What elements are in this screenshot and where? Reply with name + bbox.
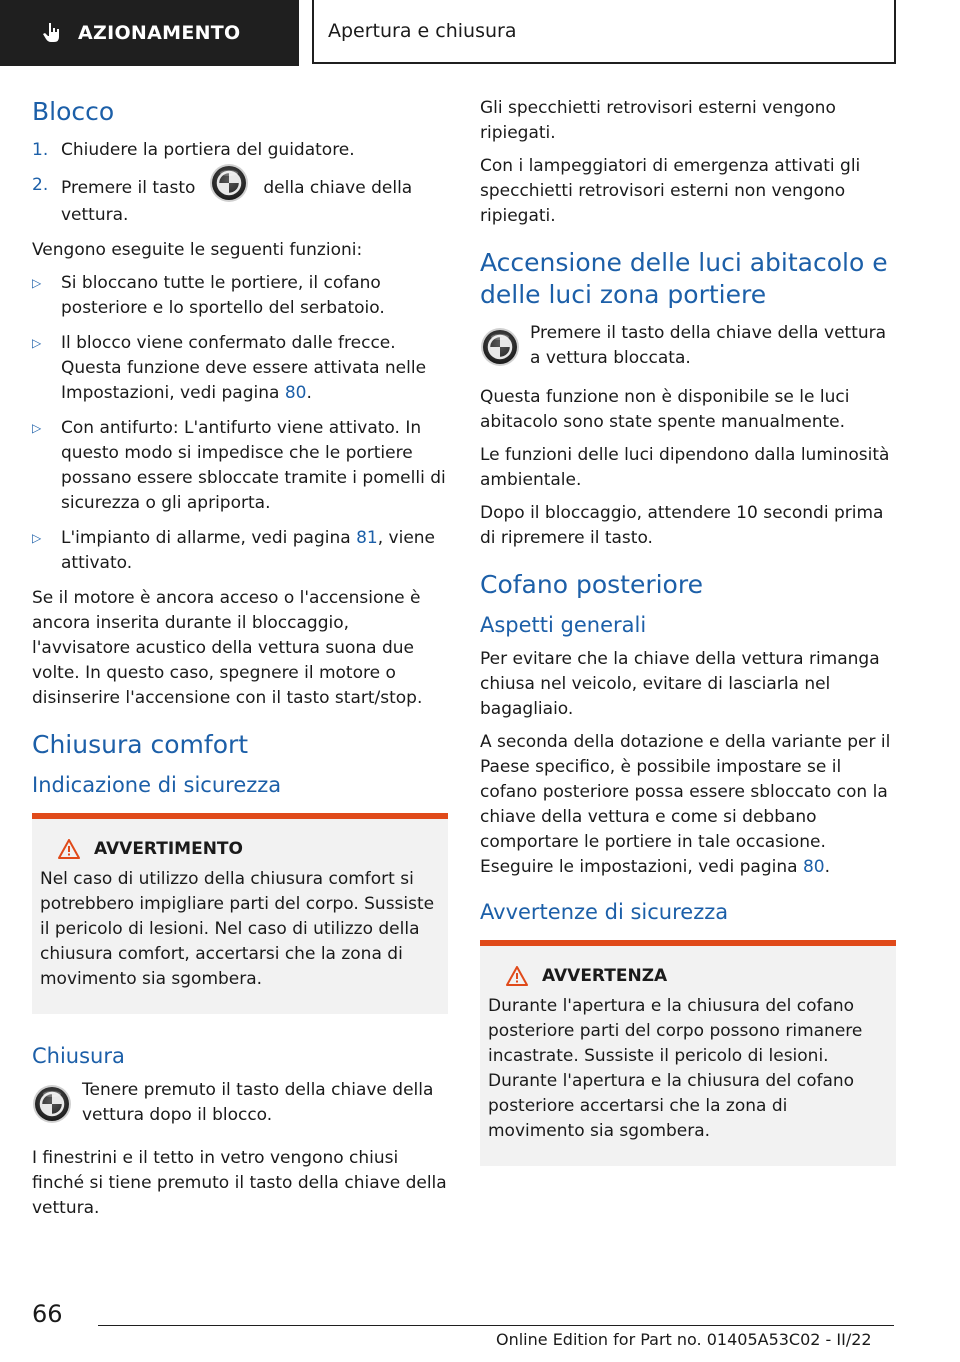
list-item-text: Il blocco viene confermato dalle frecce. Questa funzione deve essere attivata nelle Impostazioni, vedi pagina bbox=[61, 333, 427, 403]
heading-indicazione-sicurezza: Indicazione di sicurezza bbox=[32, 773, 282, 797]
paragraph: Questa funzione non è disponibile se le luci abitacolo sono state spente manualmente. bbox=[480, 387, 850, 432]
warning-triangle-icon bbox=[58, 839, 80, 859]
list-item bbox=[32, 271, 448, 321]
warning-text: Nel caso di utilizzo della chiusura comfort si potrebbero impigliare parti del corpo. Sussiste il pericolo di lesioni. Nel caso di utilizzo della chiusura comfort, accertarsi che la zona di movimento sia sgombera. bbox=[40, 869, 435, 989]
heading-luci: Accensione delle luci abitacolo e delle luci zona portiere bbox=[480, 248, 888, 309]
heading-aspetti-generali: Aspetti generali bbox=[480, 613, 647, 637]
chapter-tab bbox=[312, 0, 896, 64]
key-instruction bbox=[480, 321, 896, 371]
step-number: 1. bbox=[32, 140, 49, 160]
page-link[interactable]: 80 bbox=[802, 857, 825, 877]
right-column bbox=[480, 96, 896, 1194]
list-item-text: , viene attivato. bbox=[61, 528, 436, 573]
paragraph: Per evitare che la chiave della vettura rimanga chiusa nel veicolo, evitare di lasciarla nel bagagliaio. bbox=[480, 649, 880, 719]
paragraph: Le funzioni delle luci dipendono dalla luminosità ambientale. bbox=[480, 445, 890, 490]
list-item bbox=[32, 526, 448, 576]
key-instruction-text: Tenere premuto il tasto della chiave della vettura dopo il blocco. bbox=[82, 1080, 434, 1125]
step-text: Premere il tasto bbox=[61, 178, 196, 198]
list-item-text: L'impianto di allarme, vedi pagina bbox=[61, 528, 351, 548]
triangle-bullet-icon: ▷ bbox=[32, 421, 42, 435]
footer-divider bbox=[98, 1325, 894, 1326]
functions-intro: Vengono eseguite le seguenti funzioni: bbox=[32, 240, 363, 260]
heading-blocco: Blocco bbox=[32, 97, 115, 126]
key-button-icon bbox=[209, 163, 249, 203]
section-tab bbox=[0, 0, 299, 66]
triangle-bullet-icon: ▷ bbox=[32, 276, 42, 290]
list-item-text: Con antifurto: L'antifurto viene attivato. In questo modo si impedisce che le portiere possano essere sbloccate tramite i pomelli di sicurezza o gli apriporta. bbox=[61, 418, 446, 513]
paragraph: I finestrini e il tetto in vetro vengono chiusi finché si tiene premuto il tasto della chiave della vettura. bbox=[32, 1148, 447, 1218]
warning-triangle-icon bbox=[506, 966, 528, 986]
list-item: ▷ Il blocco viene confermato dalle frecce. Questa funzione deve essere attivata nelle Impostazioni, vedi pagina 80. bbox=[32, 331, 448, 406]
paragraph: Dopo il bloccaggio, attendere 10 secondi prima di ripremere il tasto. bbox=[480, 503, 884, 548]
page-number: 66 bbox=[32, 1300, 63, 1328]
footer-edition: Online Edition for Part no. 01405A53C02 - II/22 bbox=[496, 1330, 872, 1349]
warning-title: AVVERTENZA bbox=[542, 966, 668, 986]
page-header bbox=[0, 0, 960, 66]
key-button-icon bbox=[480, 327, 520, 367]
warning-box bbox=[480, 940, 896, 1166]
heading-chiusura-comfort: Chiusura comfort bbox=[32, 730, 249, 759]
chapter-title: Apertura e chiusura bbox=[328, 20, 517, 42]
key-instruction bbox=[32, 1078, 448, 1128]
step-1 bbox=[32, 138, 448, 163]
page-link[interactable]: 81 bbox=[356, 528, 378, 548]
left-column bbox=[32, 96, 448, 1229]
list-item-text: Si bloccano tutte le portiere, il cofano posteriore e lo sportello del serbatoio. bbox=[61, 273, 385, 318]
triangle-bullet-icon: ▷ bbox=[32, 531, 42, 545]
paragraph: Gli specchietti retrovisori esterni vengono ripiegati. bbox=[480, 98, 836, 143]
heading-avvertenze-sicurezza: Avvertenze di sicurezza bbox=[480, 900, 729, 924]
heading-cofano-posteriore: Cofano posteriore bbox=[480, 570, 703, 599]
key-button-icon bbox=[32, 1084, 72, 1124]
heading-chiusura: Chiusura bbox=[32, 1044, 125, 1068]
key-instruction-text: Premere il tasto della chiave della vettura a vettura bloccata. bbox=[530, 323, 887, 368]
paragraph: Se il motore è ancora acceso o l'accensione è ancora inserita durante il bloccaggio, l'avvisatore acustico della vettura suona due volte. In questo caso, spegnere il motore o disinserire l'accensione con il tasto start/stop. bbox=[32, 588, 423, 708]
section-label: AZIONAMENTO bbox=[78, 22, 241, 44]
hand-pointer-icon bbox=[40, 21, 64, 45]
page-link[interactable]: 80 bbox=[284, 383, 307, 403]
triangle-bullet-icon: ▷ bbox=[32, 336, 42, 350]
step-text: Chiudere la portiera del guidatore. bbox=[61, 140, 355, 160]
paragraph: Con i lampeggiatori di emergenza attivati gli specchietti retrovisori esterni non vengono ripiegati. bbox=[480, 156, 861, 226]
step-text: della chiave della vettura. bbox=[61, 178, 413, 225]
warning-text: Durante l'apertura e la chiusura del cofano posteriore parti del corpo possono rimanere incastrate. Sussiste il pericolo di lesioni. Durante l'apertura e la chiusura del cofano posteriore accertarsi che la zona di movimento sia sgombera. bbox=[488, 996, 863, 1141]
warning-title: AVVERTIMENTO bbox=[94, 839, 243, 859]
step-number: 2. bbox=[32, 175, 49, 195]
list-item bbox=[32, 416, 448, 516]
step-2 bbox=[32, 173, 448, 228]
warning-box bbox=[32, 813, 448, 1014]
paragraph: A seconda della dotazione e della variante per il Paese specifico, è possibile impostare se il cofano posteriore possa essere sbloccato con la chiave della vettura e come si debbano comportare le portiere in tale occasione. Eseguire le impostazioni, vedi pagina 80. bbox=[480, 732, 891, 877]
